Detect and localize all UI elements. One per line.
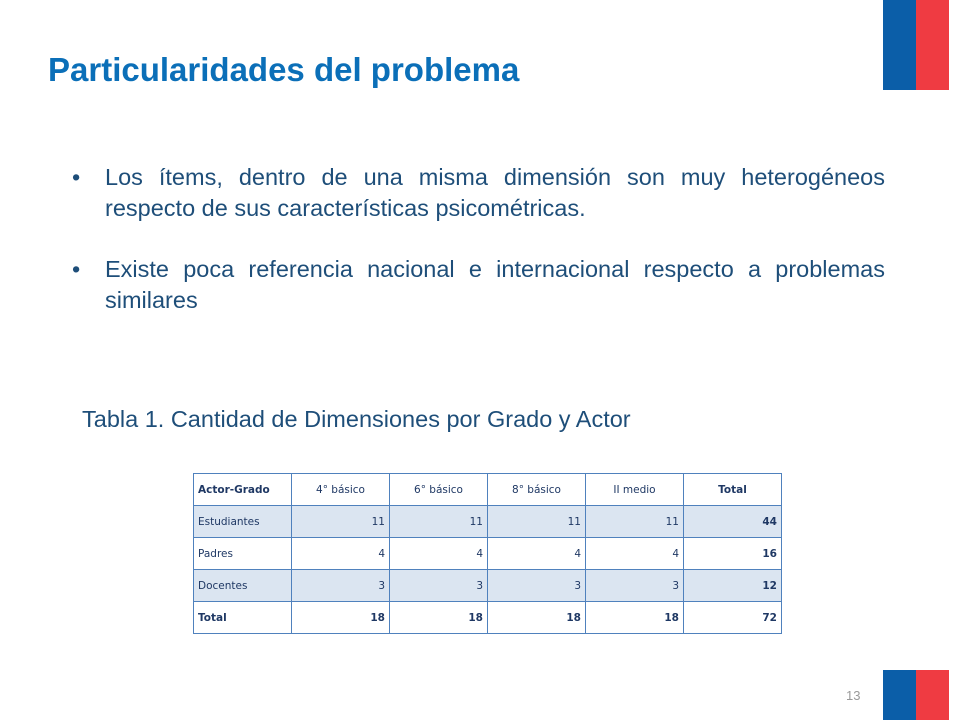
header-cell-4-basico: 4° básico	[292, 474, 390, 506]
table-row	[194, 538, 782, 570]
page-number: 13	[846, 688, 861, 703]
table-cell: 72	[684, 602, 782, 634]
bullet-item	[72, 254, 885, 316]
table-cell: Padres	[194, 538, 292, 570]
table-cell: 12	[684, 570, 782, 602]
bullet-list	[72, 162, 885, 346]
table-cell: 3	[586, 570, 684, 602]
table-cell: 3	[488, 570, 586, 602]
bullet-item	[72, 162, 885, 224]
table-cell: Total	[194, 602, 292, 634]
table-header-row	[194, 474, 782, 506]
chile-flag-decoration-bottom	[883, 670, 949, 720]
table-cell: 4	[586, 538, 684, 570]
table-cell: 18	[586, 602, 684, 634]
header-cell-8-basico: 8° básico	[488, 474, 586, 506]
table-cell: Estudiantes	[194, 506, 292, 538]
flag-red-stripe	[916, 670, 949, 720]
table-cell: 4	[488, 538, 586, 570]
header-cell-total: Total	[684, 474, 782, 506]
table-cell: Docentes	[194, 570, 292, 602]
bullet-text: Existe poca referencia nacional e internacional respecto a problemas similares	[105, 256, 885, 313]
flag-red-stripe	[916, 0, 949, 90]
flag-blue-stripe	[883, 0, 916, 90]
table-cell: 3	[292, 570, 390, 602]
bullet-marker: •	[72, 256, 81, 282]
table-cell: 4	[292, 538, 390, 570]
table-cell: 18	[390, 602, 488, 634]
slide-title: Particularidades del problema	[48, 51, 520, 88]
table-cell: 11	[586, 506, 684, 538]
dimensions-table	[193, 473, 782, 634]
table-total-row	[194, 602, 782, 634]
table-row	[194, 506, 782, 538]
header-cell-ii-medio: II medio	[586, 474, 684, 506]
table-cell: 16	[684, 538, 782, 570]
bullet-marker: •	[72, 164, 81, 190]
table-cell: 18	[292, 602, 390, 634]
table-cell: 3	[390, 570, 488, 602]
table-caption: Tabla 1. Cantidad de Dimensiones por Grado y Actor	[82, 406, 631, 432]
header-cell-actor-grado: Actor-Grado	[194, 474, 292, 506]
table-cell: 4	[390, 538, 488, 570]
flag-blue-stripe	[883, 670, 916, 720]
table-cell: 44	[684, 506, 782, 538]
table-cell: 11	[390, 506, 488, 538]
header-cell-6-basico: 6° básico	[390, 474, 488, 506]
table-cell: 11	[292, 506, 390, 538]
table-row	[194, 570, 782, 602]
chile-flag-decoration-top	[883, 0, 949, 90]
table-cell: 18	[488, 602, 586, 634]
bullet-text: Los ítems, dentro de una misma dimensión son muy heterogéneos respecto de sus características psicométricas.	[105, 164, 885, 221]
table-cell: 11	[488, 506, 586, 538]
